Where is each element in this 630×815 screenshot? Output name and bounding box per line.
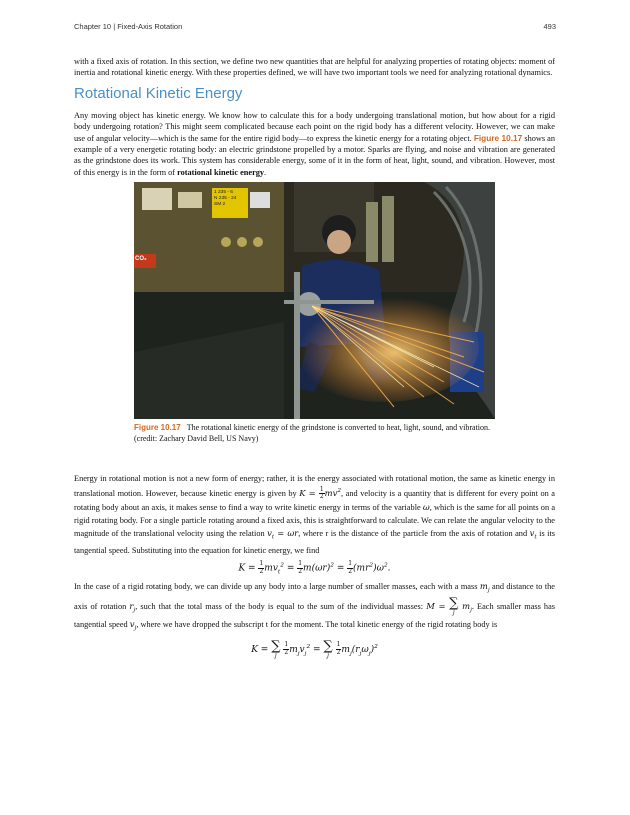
text: and distance to the axis of rotation (74, 581, 555, 612)
placard (214, 190, 236, 208)
text: , where r is the distance of the particle from the axis of rotation and (298, 528, 530, 538)
grindstone-photo (134, 182, 495, 419)
paragraph-3 (74, 580, 555, 636)
omega-symbol: ω (422, 501, 430, 512)
intro-paragraph: with a fixed axis of rotation. In this section, we define two new quantities that are helpful for analyzing properties of rotating objects: moment of inertia and rotational kinetic energy. With these properties defined, we will have two important tools we need for analyzing rotational dynamics. (74, 57, 555, 78)
figure-link[interactable]: Figure 10.17 (473, 132, 523, 143)
total-mass-formula: M = ∑ j $m_j$ (426, 596, 472, 617)
text: , and velocity is a quantity that is different for every point on a rotating body about an axis, it makes sense to find a way to write kinetic energy in terms of the variable (74, 489, 555, 512)
mj-symbol: $m_j$ (479, 580, 490, 594)
text: , such that the total mass of the body is equal to the sum of the individual masses: (135, 602, 427, 612)
text: . Each smaller mass has tangential speed (74, 602, 555, 629)
figure (134, 182, 495, 444)
placard-line: N 235 - 24 (214, 196, 237, 202)
text: Energy in rotational motion is not a new form of energy; rather, it is the energy associated with rotational motion, the same as kinetic energy in translational motion. However, because kinetic energy is given by (74, 474, 555, 499)
text: Any moving object has kinetic energy. We know how to calculate this for a body undergoing translational motion, but how about for a rigid body undergoing rotation? This might seem complicated because each point on the rigid body has a different velocity. However, we can make use of angular velocity—which is the same for the entire rigid body—to express the kinetic energy for a rotating object. (74, 110, 555, 143)
equation-rigid-body: K = ∑ j $\frac{1}{2}$ $m_jv_j^2$ = ∑ j $\frac{1}{2}$ $m_j(r_j\omega_j)^2$ (251, 638, 378, 659)
bold-term: rotational kinetic energy (177, 167, 265, 177)
text: , which is the same for all points on a rigid rotating body. For a single particle rotating around a fixed axis, this is straightforward to calculate. We can relate the angular velocity to the magnitude of the translational velocity using the relation (74, 502, 555, 538)
text: . (264, 167, 267, 177)
chapter-title: Chapter 10 | Fixed-Axis Rotation (74, 22, 183, 31)
text: In the case of a rigid rotating body, we can divide up any body into a large number of smaller masses, each with a mass (74, 581, 480, 591)
photo-illustration (134, 182, 495, 419)
rj-symbol: $r_j$ (129, 601, 136, 614)
text: is its tangential speed. Substituting into the equation for kinetic energy, we find (74, 528, 556, 556)
vt-symbol: $v_t$ (529, 527, 537, 541)
figure-label: Figure 10.17 (134, 423, 181, 433)
paragraph-2 (74, 472, 555, 557)
page-number: 493 (543, 22, 556, 31)
ke-formula: K = $\frac{1}{2}$ $mv^2$ (299, 485, 342, 501)
vj-symbol: $v_j$ (129, 618, 137, 632)
page-header (74, 22, 556, 34)
page-content (74, 56, 555, 663)
text: , where we have dropped the subscript t for the moment. The total kinetic energy of the rigid rotating body is (136, 619, 498, 629)
equation-single-particle: K = $\frac{1}{2}$ $mv_t^2$ = $\frac{1}{2}$ $m(\omega r)^2$ = $\frac{1}{2}$ $(mr^2)\omega^2$. (238, 560, 391, 576)
caption-text: The rotational kinetic energy of the grindstone is converted to heat, light, sound, and vibration. (credit: Zachary David Bell, US Navy) (134, 423, 491, 443)
figure-caption (134, 423, 495, 444)
paragraph-1 (74, 110, 555, 178)
placard-line: SM 2 (214, 202, 226, 208)
section-title: Rotational Kinetic Energy (74, 84, 243, 102)
velocity-relation: $v_t = \omega r$ (267, 527, 299, 541)
co2-sign: CO₂ (135, 256, 147, 263)
text: shows an example of a very energetic rotating body: an electric grindstone propelled by a motor. Sparks are flying, and noise and vibration are generated as the grindstone does its work. This system has considerable energy, some of it in the form of heat, light, sound, and vibration. However, most of this energy is in the form of (74, 133, 555, 177)
placard-line: 1 235 - 6 (214, 190, 233, 196)
